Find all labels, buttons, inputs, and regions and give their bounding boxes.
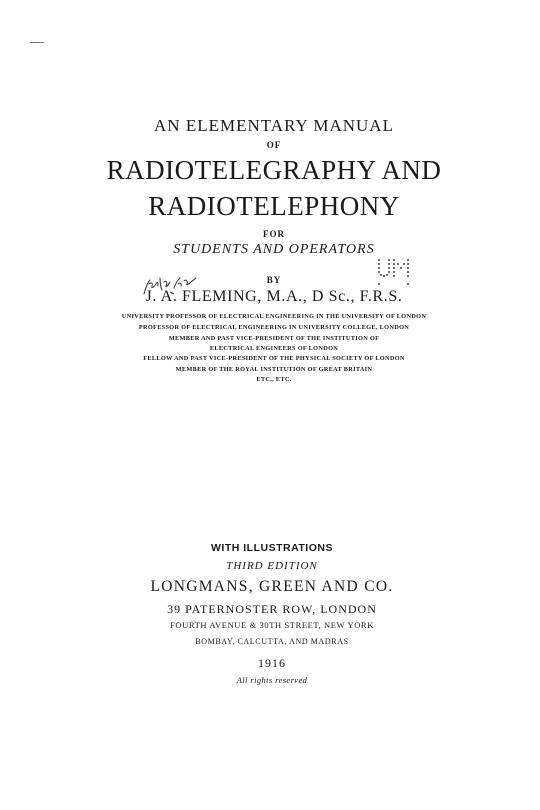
publisher-name: LONGMANS, GREEN AND CO. [150,578,394,595]
title-line-1: AN ELEMENTARY MANUAL [154,116,394,135]
title-line-2: RADIOTELEGRAPHY AND [106,155,442,185]
author-name: J. A. FLEMING, M.A., D Sc., F.R.S. [145,288,403,305]
author-by: BY [266,275,282,285]
edition-note: THIRD EDITION [226,560,318,572]
credential-line: PROFESSOR OF ELECTRICAL ENGINEERING IN UNIVERSITY COLLEGE, LONDON [138,324,410,331]
audience-line: STUDENTS AND OPERATORS [173,242,375,257]
illustrations-note: WITH ILLUSTRATIONS [211,542,333,554]
publisher-address-india: BOMBAY, CALCUTTA, AND MADRAS [195,637,349,646]
credential-line: MEMBER AND PAST VICE-PRESIDENT OF THE INSTITUTION OF [168,335,380,342]
corner-dash [30,42,44,43]
rights-notice: All rights reserved [236,675,308,685]
title-for: FOR [263,229,285,239]
credential-line: FELLOW AND PAST VICE-PRESIDENT OF THE PHYSICAL SOCIETY OF LONDON [143,355,405,362]
title-line-3: RADIOTELEPHONY [148,191,400,221]
credential-line: UNIVERSITY PROFESSOR OF ELECTRICAL ENGINEERING IN THE UNIVERSITY OF LONDON [121,313,427,320]
credential-line: MEMBER OF THE ROYAL INSTITUTION OF GREAT BRITAIN [175,366,373,373]
library-stamp [374,256,412,288]
credential-line: ELECTRICAL ENGINEERS OF LONDON [209,345,339,352]
credential-line: ETC., ETC. [256,376,292,383]
publisher-address-london: 39 PATERNOSTER ROW, LONDON [167,602,377,616]
publication-year: 1916 [258,656,286,670]
publisher-address-newyork: FOURTH AVENUE & 30TH STREET, NEW YORK [170,620,374,630]
title-of: OF [266,140,282,150]
